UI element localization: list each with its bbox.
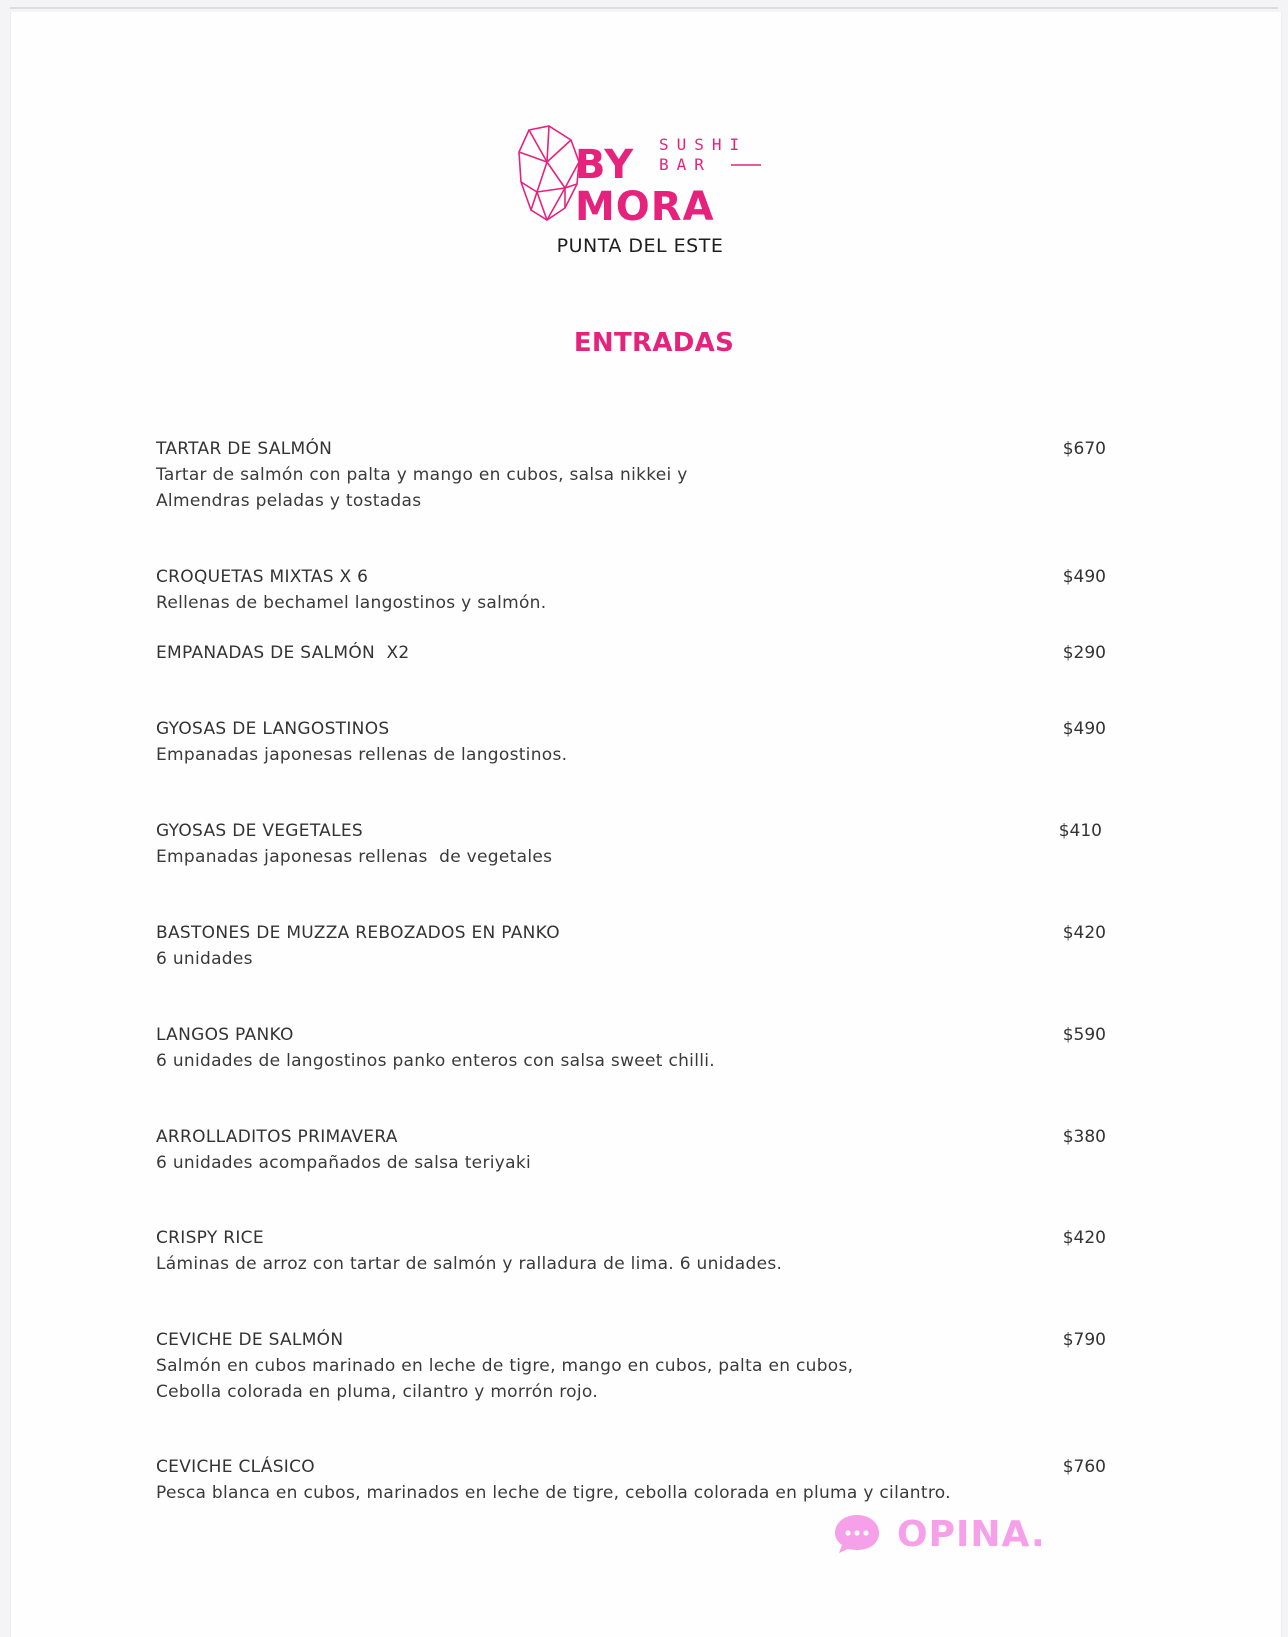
menu-item: [156, 1225, 1116, 1277]
item-description: Empanadas japonesas rellenas de vegetales: [156, 847, 553, 867]
restaurant-logo: [517, 122, 777, 227]
item-price: $420: [1062, 923, 1106, 943]
menu-item: [156, 640, 1116, 666]
section-title: ENTRADAS: [573, 328, 735, 358]
menu-item: [156, 1327, 1116, 1405]
item-name: CRISPY RICE: [156, 1228, 264, 1248]
svg-text:BAR: BAR: [659, 155, 712, 174]
item-price: $490: [1062, 567, 1106, 587]
item-description: Tartar de salmón con palta y mango en cubos, salsa nikkei y Almendras peladas y tostadas: [156, 465, 688, 511]
item-description: 6 unidades de langostinos panko enteros con salsa sweet chilli.: [156, 1051, 715, 1071]
item-name: CEVICHE DE SALMÓN: [156, 1330, 344, 1350]
item-description: Rellenas de bechamel langostinos y salmón.: [156, 593, 547, 613]
item-name: ARROLLADITOS PRIMAVERA: [156, 1127, 398, 1147]
menu-item: [156, 436, 1116, 514]
svg-text:MORA: MORA: [575, 184, 715, 227]
menu-item: [156, 1022, 1116, 1074]
watermark-text: OPINA.: [897, 1513, 1046, 1555]
item-name: GYOSAS DE LANGOSTINOS: [156, 719, 390, 739]
logo-graphic: [517, 122, 777, 227]
item-description: Pesca blanca en cubos, marinados en leche de tigre, cebolla colorada en pluma y cilantro.: [156, 1483, 951, 1503]
item-price: $490: [1062, 719, 1106, 739]
item-price: $760: [1062, 1457, 1106, 1477]
item-price: $380: [1062, 1127, 1106, 1147]
menu-page: [10, 12, 1282, 1637]
item-price: $420: [1062, 1228, 1106, 1248]
item-price: $410: [1058, 821, 1102, 841]
menu-item: [156, 920, 1116, 972]
item-name: LANGOS PANKO: [156, 1025, 294, 1045]
menu-item: [156, 564, 1116, 616]
item-price: $290: [1062, 643, 1106, 663]
location-subtitle: PUNTA DEL ESTE: [556, 235, 724, 257]
item-name: CEVICHE CLÁSICO: [156, 1457, 315, 1477]
item-name: EMPANADAS DE SALMÓN X2: [156, 643, 410, 663]
chat-bubble-icon: [833, 1512, 881, 1556]
item-description: Empanadas japonesas rellenas de langostinos.: [156, 745, 568, 765]
item-description: 6 unidades acompañados de salsa teriyaki: [156, 1153, 532, 1173]
item-price: $670: [1062, 439, 1106, 459]
item-name: BASTONES DE MUZZA REBOZADOS EN PANKO: [156, 923, 560, 943]
item-description: 6 unidades: [156, 949, 253, 969]
menu-item: [156, 1454, 1116, 1506]
item-price: $790: [1062, 1330, 1106, 1350]
item-price: $590: [1062, 1025, 1106, 1045]
top-divider: [10, 7, 1278, 9]
item-description: Salmón en cubos marinado en leche de tigre, mango en cubos, palta en cubos, Cebolla colorada en pluma, cilantro y morrón rojo.: [156, 1356, 854, 1402]
opina-watermark: [833, 1512, 1046, 1556]
svg-text:SUSHI: SUSHI: [659, 135, 748, 154]
item-name: TARTAR DE SALMÓN: [156, 439, 333, 459]
menu-item: [156, 716, 1116, 768]
svg-text:BY: BY: [575, 142, 635, 188]
menu-item: [156, 1124, 1116, 1176]
item-description: Láminas de arroz con tartar de salmón y ralladura de lima. 6 unidades.: [156, 1254, 783, 1274]
item-name: CROQUETAS MIXTAS X 6: [156, 567, 369, 587]
menu-item: [156, 818, 1116, 870]
item-name: GYOSAS DE VEGETALES: [156, 821, 364, 841]
